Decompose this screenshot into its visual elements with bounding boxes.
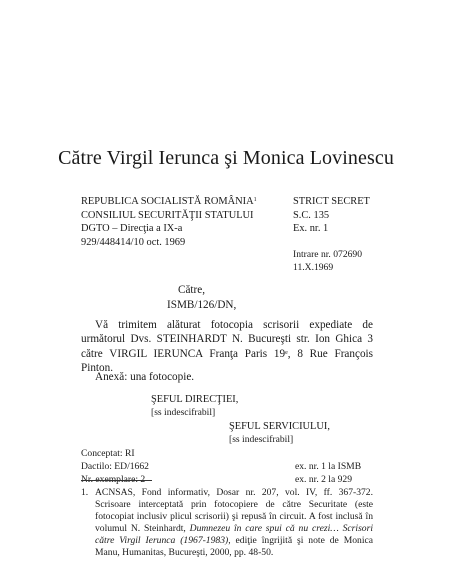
header-left-line1: REPUBLICA SOCIALISTĂ ROMÂNIA$^1$ [81,196,257,207]
registration-date: 11.X.1969 [293,262,334,273]
header-left [81,195,257,249]
footer-meta-right: ex. nr. 1 la ISMB ex. nr. 2 la 929 [295,461,362,485]
header-right [293,195,370,236]
annex-line: Anexă: una fotocopie. [95,371,195,383]
footnote-ref: 1 [253,197,257,203]
footer-meta-left: Conceptat: RI Dactilo: ED/1662 Nr. exemplare: 2 [81,448,149,485]
signature-chief-service: ŞEFUL SERVICIULUI, [ss indescifrabil] [229,421,330,445]
header-left-line4: 929/448414/10 oct. 1969 [81,236,186,248]
body-paragraph: Vă trimitem alăturat fotocopia scrisorii expediate de următorul Dvs. STEINHARDT N. Bucureşti str. Ion Ghica 3 către VIRGIL IERUNCA Franţa Paris 19e, 8 Rue François Pinton. [81,319,373,374]
file-code: S.C. 135 [293,209,330,221]
footnote-divider [81,480,152,481]
footnote [81,487,373,560]
footnote-text: ACNSAS, Fond informativ, Dosar nr. 207, vol. IV, ff. 367-372. Scrisoare interceptată prin fotocopiere de către Securitate (este fotocopiat inclusiv plicul scrisorii) şi repusă în circuit. A fost inclusă în volumul N. Steinhardt, Dumnezeu în care spui că nu crezi… Scrisori către Virgil Ierunca (1967-1983), ediţie îngrijită şi note de Monica Manu, Humanitas, Bucureşti, 2000, pp. 48-50. [95,487,374,559]
registration-block [293,248,362,274]
addressee-line2: ISMB/126/DN, [167,299,237,311]
header-left-line3: DGTO – Direcţia a IX-a [81,223,183,235]
copy-number: Ex. nr. 1 [293,223,329,235]
signature-chief-direction: ŞEFUL DIRECŢIEI, [ss indescifrabil] [151,394,239,418]
page-title: Către Virgil Ierunca şi Monica Lovinescu [58,147,394,169]
classification-label: STRICT SECRET [293,196,370,207]
registration-number: Intrare nr. 072690 [293,249,363,260]
header-left-line2: CONSILIUL SECURITĂŢII STATULUI [81,209,254,221]
addressee-line1: Către, [178,284,206,296]
footnote-number: 1. [81,487,89,498]
